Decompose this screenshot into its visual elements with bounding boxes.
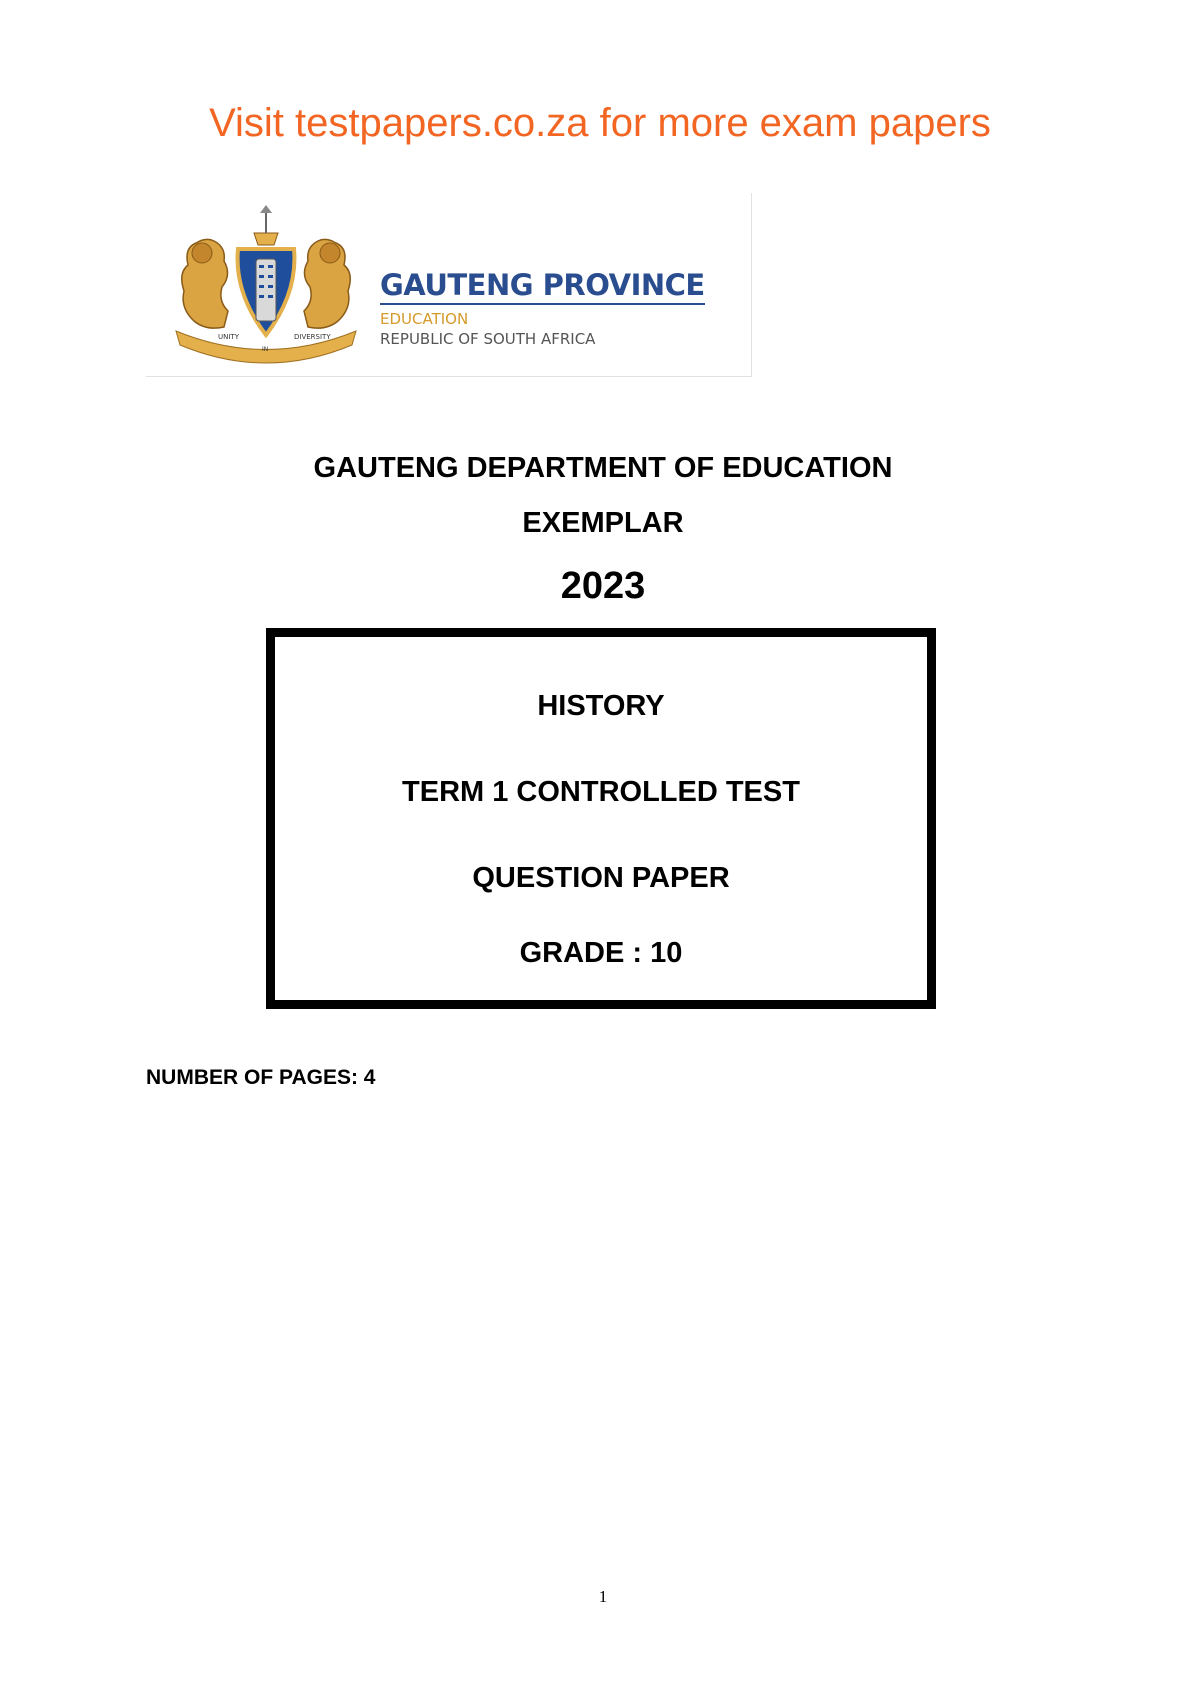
website-banner: Visit testpapers.co.za for more exam papers <box>209 101 991 145</box>
document-type: EXEMPLAR <box>522 507 684 539</box>
grade-label: GRADE : 10 <box>519 937 683 969</box>
department-heading: GAUTENG DEPARTMENT OF EDUCATION <box>313 452 893 484</box>
province-name: GAUTENG PROVINCE <box>380 268 705 305</box>
subject-title: HISTORY <box>537 690 665 722</box>
coat-of-arms-icon <box>166 203 366 368</box>
page-number: 1 <box>598 1587 608 1606</box>
svg-text:DIVERSITY: DIVERSITY <box>294 333 331 341</box>
assessment-title: TERM 1 CONTROLLED TEST <box>402 776 800 808</box>
logo-subtitle-country: REPUBLIC OF SOUTH AFRICA <box>380 330 596 348</box>
title-box <box>266 628 936 1009</box>
svg-text:IN: IN <box>262 346 269 353</box>
logo-subtitle-education: EDUCATION <box>380 310 469 328</box>
gauteng-logo <box>146 193 752 377</box>
svg-text:UNITY: UNITY <box>218 333 239 341</box>
document-year: 2023 <box>560 565 646 607</box>
number-of-pages: NUMBER OF PAGES: 4 <box>146 1066 376 1089</box>
paper-type: QUESTION PAPER <box>472 862 730 894</box>
